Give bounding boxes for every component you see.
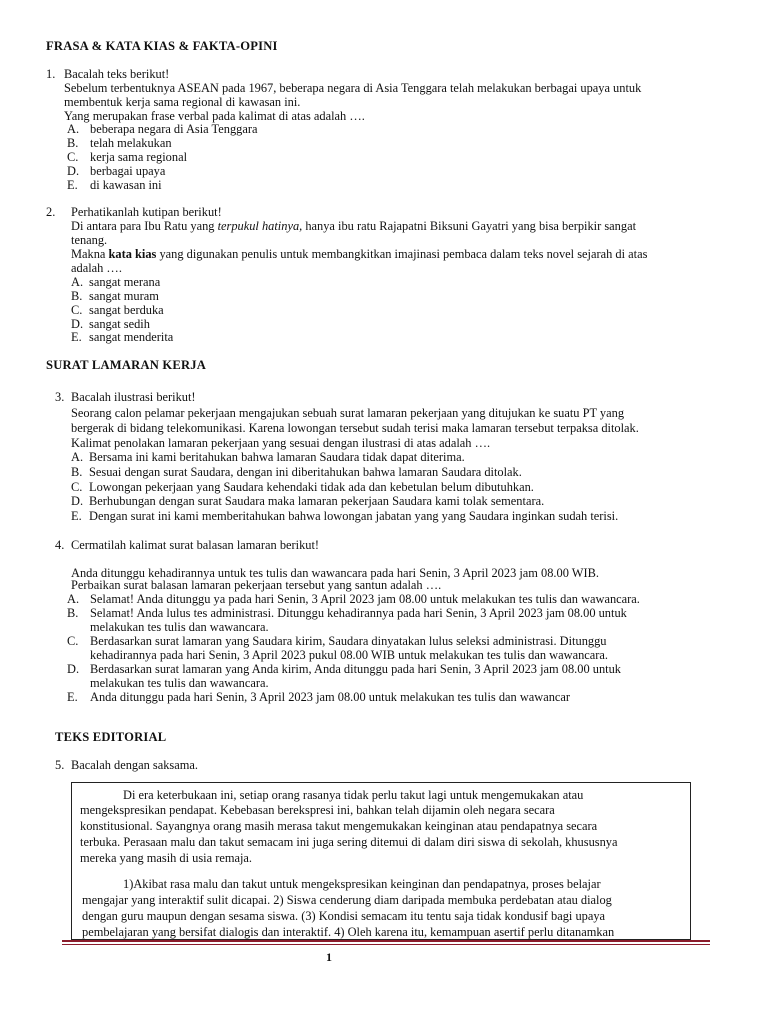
editorial-line: Di era keterbukaan ini, setiap orang rasanya tidak perlu takut lagi untuk mengemukakan atau xyxy=(123,788,584,802)
q3-option-letter: E. xyxy=(71,509,82,523)
q3-option-letter: D. xyxy=(71,494,84,508)
q4-option-letter: B. xyxy=(67,606,79,620)
q2-option-letter: A. xyxy=(71,275,84,289)
q2-option-text: sangat merana xyxy=(89,275,161,289)
q1-option-letter: C. xyxy=(67,150,79,164)
q4-number: 4. xyxy=(55,538,65,552)
q2-option-text: sangat muram xyxy=(89,289,159,303)
q3-text-line: bergerak di bidang telekomunikasi. Karena lowongan tersebut sudah terisi maka lamaran tersebut terpaksa ditolak. xyxy=(71,421,639,435)
q1-text-line: Sebelum terbentuknya ASEAN pada 1967, beberapa negara di Asia Tenggara telah melakukan berbagai upaya untuk xyxy=(64,81,642,95)
q2-question-line: adalah …. xyxy=(71,261,122,275)
q3-number: 3. xyxy=(55,390,65,404)
editorial-line: dengan guru maupun dengan sesama siswa. (3) Kondisi semacam itu tentu saja tidak kondusif bagi upaya xyxy=(82,909,606,923)
q3-text-line: Seorang calon pelamar pekerjaan mengajukan sebuah surat lamaran pekerjaan yang ditujukan ke suatu PT yang xyxy=(71,406,625,420)
q4-option-letter: A. xyxy=(67,592,80,606)
q4-option-text: Berdasarkan surat lamaran yang Saudara kirim, Saudara dinyatakan lulus seleksi administrasi. Ditunggu xyxy=(90,634,607,648)
q4-option-letter: C. xyxy=(67,634,79,648)
q4-option-text: Berdasarkan surat lamaran yang Anda kirim, Anda ditunggu pada hari Senin, 3 April 2023 jam 08.00 untuk xyxy=(90,662,621,676)
q3-option-text: Sesuai dengan surat Saudara, dengan ini diberitahukan bahwa lamaran Saudara ditolak. xyxy=(89,465,522,479)
q1-option-text: beberapa negara di Asia Tenggara xyxy=(90,122,258,136)
q2-quote-line: tenang. xyxy=(71,233,108,247)
q3-prompt: Bacalah ilustrasi berikut! xyxy=(71,390,196,404)
q3-option-text: Dengan surat ini kami memberitahukan bahwa lowongan jabatan yang yang Saudara inginkan sudah terisi. xyxy=(89,509,619,523)
q4-option-text: melakukan tes tulis dan wawancara. xyxy=(90,620,269,634)
q2-option-letter: B. xyxy=(71,289,83,303)
q1-option-text: kerja sama regional xyxy=(90,150,188,164)
editorial-line: mengajar yang interaktif sulit dicapai. 2) Siswa cenderung diam daripada membuka perdebatan atau dialog xyxy=(82,893,612,907)
q4-option-text: kehadirannya pada hari Senin, 3 April 2023 pukul 08.00 WIB untuk melakukan tes tulis dan wawancara. xyxy=(90,648,608,662)
q4-option-letter: D. xyxy=(67,662,80,676)
editorial-line: mengekspresikan pendapat. Kebebasan berekspresi ini, bahkan telah dijamin oleh negara secara xyxy=(80,803,555,817)
section-heading-frasa: FRASA & KATA KIAS & FAKTA-OPINI xyxy=(46,39,278,53)
q2-option-text: sangat berduka xyxy=(89,303,164,317)
q2-option-letter: E. xyxy=(71,330,82,344)
editorial-line: terbuka. Perasaan malu dan takut semacam ini juga sering ditemui di dalam diri siswa di sekolah, khususnya xyxy=(80,835,618,849)
q2-quote-italic: terpukul hatinya, xyxy=(217,219,303,233)
q1-option-letter: E. xyxy=(67,178,78,192)
q3-option-text: Bersama ini kami beritahukan bahwa lamaran Saudara tidak dapat diterima. xyxy=(89,450,465,464)
editorial-line: mereka yang masih di usia remaja. xyxy=(80,851,253,865)
q1-option-letter: B. xyxy=(67,136,79,150)
q1-text-line: membentuk kerja sama regional di kawasan ini. xyxy=(64,95,301,109)
q1-option-text: telah melakukan xyxy=(90,136,172,150)
q4-option-text: melakukan tes tulis dan wawancara. xyxy=(90,676,269,690)
q2-question-pre: Makna xyxy=(71,247,109,261)
footer-rule xyxy=(62,940,710,942)
section-heading-surat-lamaran: SURAT LAMARAN KERJA xyxy=(46,358,207,372)
editorial-line: konstitusional. Sayangnya orang masih merasa takut mengemukakan keinginan atau pendapatnya secara xyxy=(80,819,598,833)
q1-prompt: Bacalah teks berikut! xyxy=(64,67,170,81)
q1-option-letter: A. xyxy=(67,122,80,136)
q2-quote-post: hanya ibu ratu Rajapatni Biksuni Gayatri yang bisa berpikir sangat xyxy=(302,219,637,233)
q2-prompt: Perhatikanlah kutipan berikut! xyxy=(71,205,222,219)
q1-question: Yang merupakan frase verbal pada kalimat di atas adalah …. xyxy=(64,109,365,123)
q3-option-text: Lowongan pekerjaan yang Saudara kehendaki tidak ada dan kebetulan belum dibutuhkan. xyxy=(89,480,534,494)
editorial-line: 1)Akibat rasa malu dan takut untuk mengekspresikan keinginan dan pendapatnya, proses belajar xyxy=(123,877,601,891)
q4-prompt: Cermatilah kalimat surat balasan lamaran berikut! xyxy=(71,538,320,552)
q5-prompt: Bacalah dengan saksama. xyxy=(71,758,198,772)
q2-option-text: sangat sedih xyxy=(89,317,150,331)
q3-option-letter: C. xyxy=(71,480,83,494)
q4-option-text: Selamat! Anda lulus tes administrasi. Ditunggu kehadirannya pada hari Senin, 3 April 2023 jam 08.00 untuk xyxy=(90,606,627,620)
q1-option-letter: D. xyxy=(67,164,80,178)
q1-option-text: di kawasan ini xyxy=(90,178,162,192)
q2-number: 2. xyxy=(46,205,56,219)
q4-option-text: Anda ditunggu pada hari Senin, 3 April 2023 jam 08.00 untuk melakukan tes tulis dan wawancar xyxy=(90,690,571,704)
q4-option-letter: E. xyxy=(67,690,78,704)
q3-option-text: Berhubungan dengan surat Saudara maka lamaran pekerjaan Saudara kami tolak sementara. xyxy=(89,494,545,508)
editorial-line: pembelajaran yang bersifat dialogis dan interaktif. 4) Oleh karena itu, kemampuan asertif perlu ditanamkan xyxy=(82,925,615,939)
page-number: 1 xyxy=(326,950,332,964)
section-heading-teks-editorial: TEKS EDITORIAL xyxy=(55,730,167,744)
q3-question: Kalimat penolakan lamaran pekerjaan yang sesuai dengan ilustrasi di atas adalah …. xyxy=(71,436,491,450)
q2-option-letter: C. xyxy=(71,303,83,317)
q1-option-text: berbagai upaya xyxy=(90,164,166,178)
q2-option-text: sangat menderita xyxy=(89,330,174,344)
q3-option-letter: B. xyxy=(71,465,83,479)
q4-option-text: Selamat! Anda ditunggu ya pada hari Senin, 3 April 2023 jam 08.00 untuk melakukan tes tulis dan wawancara. xyxy=(90,592,640,606)
q5-number: 5. xyxy=(55,758,65,772)
q4-question: Perbaikan surat balasan lamaran pekerjaan tersebut yang santun adalah …. xyxy=(71,578,442,592)
footer-rule-thin xyxy=(62,944,710,945)
q2-quote-pre: Di antara para Ibu Ratu yang xyxy=(71,219,218,233)
q4-text-line: Anda ditunggu kehadirannya untuk tes tulis dan wawancara pada hari Senin, 3 April 2023 jam 08.00 WIB. xyxy=(71,566,599,580)
q2-question-bold: kata kias xyxy=(108,247,157,261)
q2-quote-line xyxy=(71,219,636,233)
q2-question-post: yang digunakan penulis untuk membangkitkan imajinasi pembaca dalam teks novel sejarah di atas xyxy=(156,247,648,261)
q2-option-letter: D. xyxy=(71,317,84,331)
q3-option-letter: A. xyxy=(71,450,84,464)
q1-number: 1. xyxy=(46,67,56,81)
q2-question xyxy=(71,247,647,261)
